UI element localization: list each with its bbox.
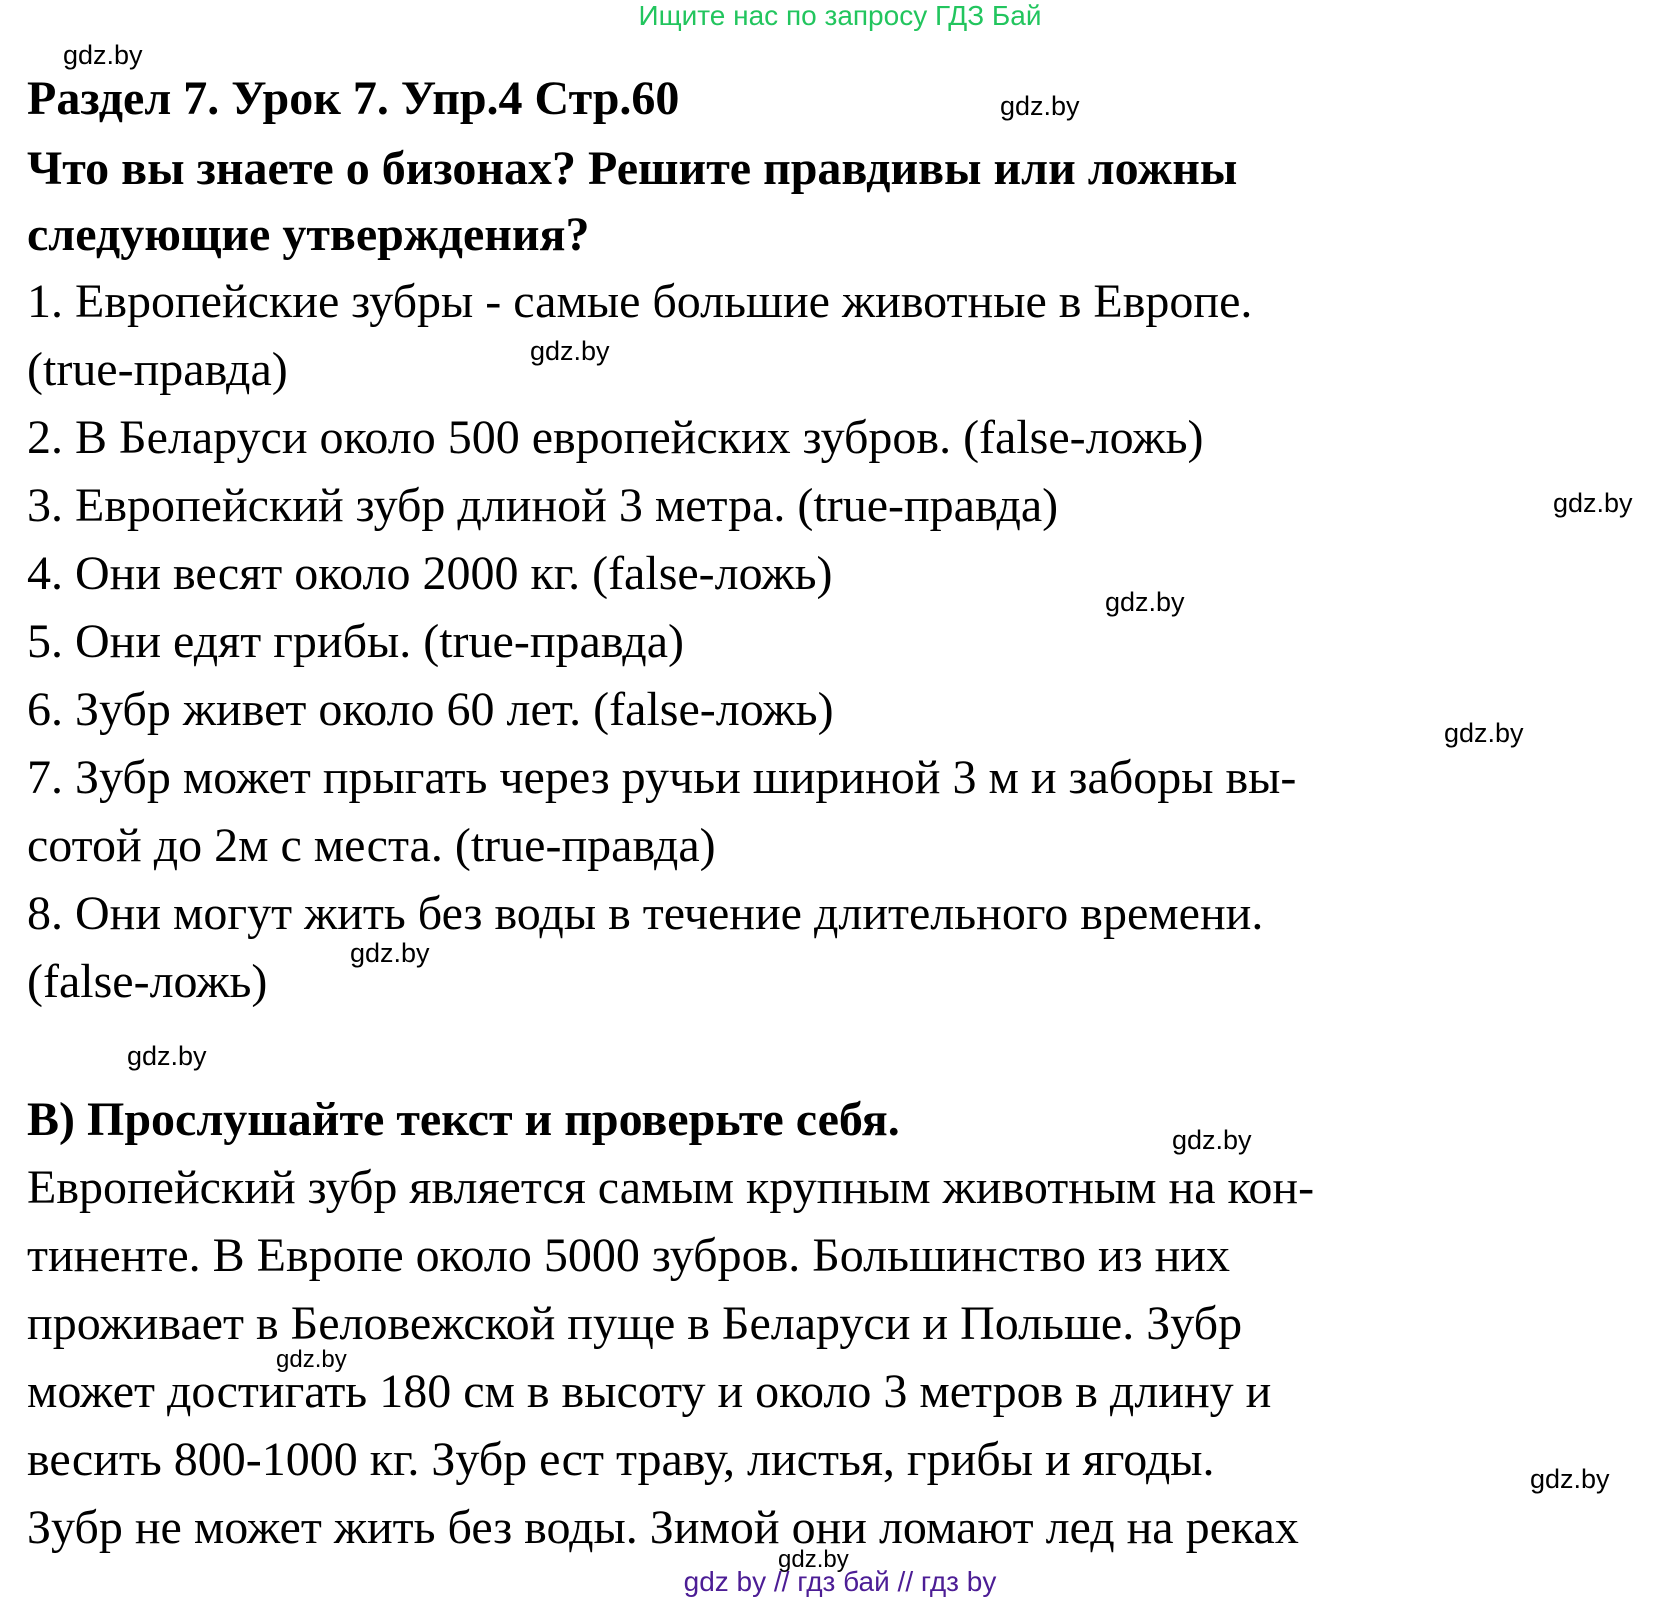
footer-links: gdz by // гдз бай // гдз by (683, 1566, 997, 1597)
watermark: gdz.by (778, 1546, 849, 1573)
page-title: Раздел 7. Урок 7. Упр.4 Стр.60 (27, 72, 680, 125)
statement-8-answer: (false-ложь) (27, 955, 268, 1008)
statement-5: 5. Они едят грибы. (true-правда) (27, 615, 684, 668)
statement-6: 6. Зубр живет около 60 лет. (false-ложь) (27, 683, 834, 736)
statement-8: 8. Они могут жить без воды в течение длительного времени. (27, 887, 1264, 940)
watermark: gdz.by (350, 938, 430, 968)
watermark: gdz.by (530, 336, 610, 366)
watermark: gdz.by (1172, 1125, 1252, 1155)
section-b-text-line: может достигать 180 см в высоту и около 3 метров в длину и (27, 1365, 1272, 1418)
statement-4: 4. Они весят около 2000 кг. (false-ложь) (27, 547, 833, 600)
watermark: gdz.by (1530, 1464, 1610, 1494)
watermark: gdz.by (1444, 718, 1524, 748)
watermark: gdz.by (1553, 488, 1633, 518)
section-b-text-line: Европейский зубр является самым крупным животным на кон- (27, 1161, 1315, 1214)
statement-3: 3. Европейский зубр длиной 3 метра. (true-правда) (27, 479, 1059, 532)
section-b-text-line: весить 800-1000 кг. Зубр ест траву, листья, грибы и ягоды. (27, 1433, 1215, 1486)
statement-1-answer: (true-правда) (27, 343, 288, 396)
section-b-text-line: проживает в Беловежской пуще в Беларуси и Польше. Зубр (27, 1297, 1243, 1350)
watermark: gdz.by (63, 40, 143, 70)
statement-2: 2. В Беларуси около 500 европейских зубров. (false-ложь) (27, 411, 1204, 464)
question-line-2: следующие утверждения? (27, 208, 590, 261)
section-b-heading: B) Прослушайте текст и проверьте себя. (27, 1093, 900, 1146)
watermark: gdz.by (276, 1346, 347, 1373)
watermark: gdz.by (1105, 587, 1185, 617)
section-b-text-line: тиненте. В Европе около 5000 зубров. Большинство из них (27, 1229, 1230, 1282)
statement-7: 7. Зубр может прыгать через ручьи шириной 3 м и заборы вы- (27, 751, 1297, 804)
statement-7-cont: сотой до 2м с места. (true-правда) (27, 819, 716, 872)
question-line-1: Что вы знаете о бизонах? Решите правдивы или ложны (27, 142, 1238, 195)
statement-1: 1. Европейские зубры - самые большие животные в Европе. (27, 275, 1253, 328)
watermark: gdz.by (1000, 91, 1080, 121)
top-banner: Ищите нас по запросу ГДЗ Бай (638, 0, 1042, 31)
section-b-text-line: Зубр не может жить без воды. Зимой они ломают лед на реках (27, 1501, 1299, 1554)
watermark: gdz.by (127, 1041, 207, 1071)
